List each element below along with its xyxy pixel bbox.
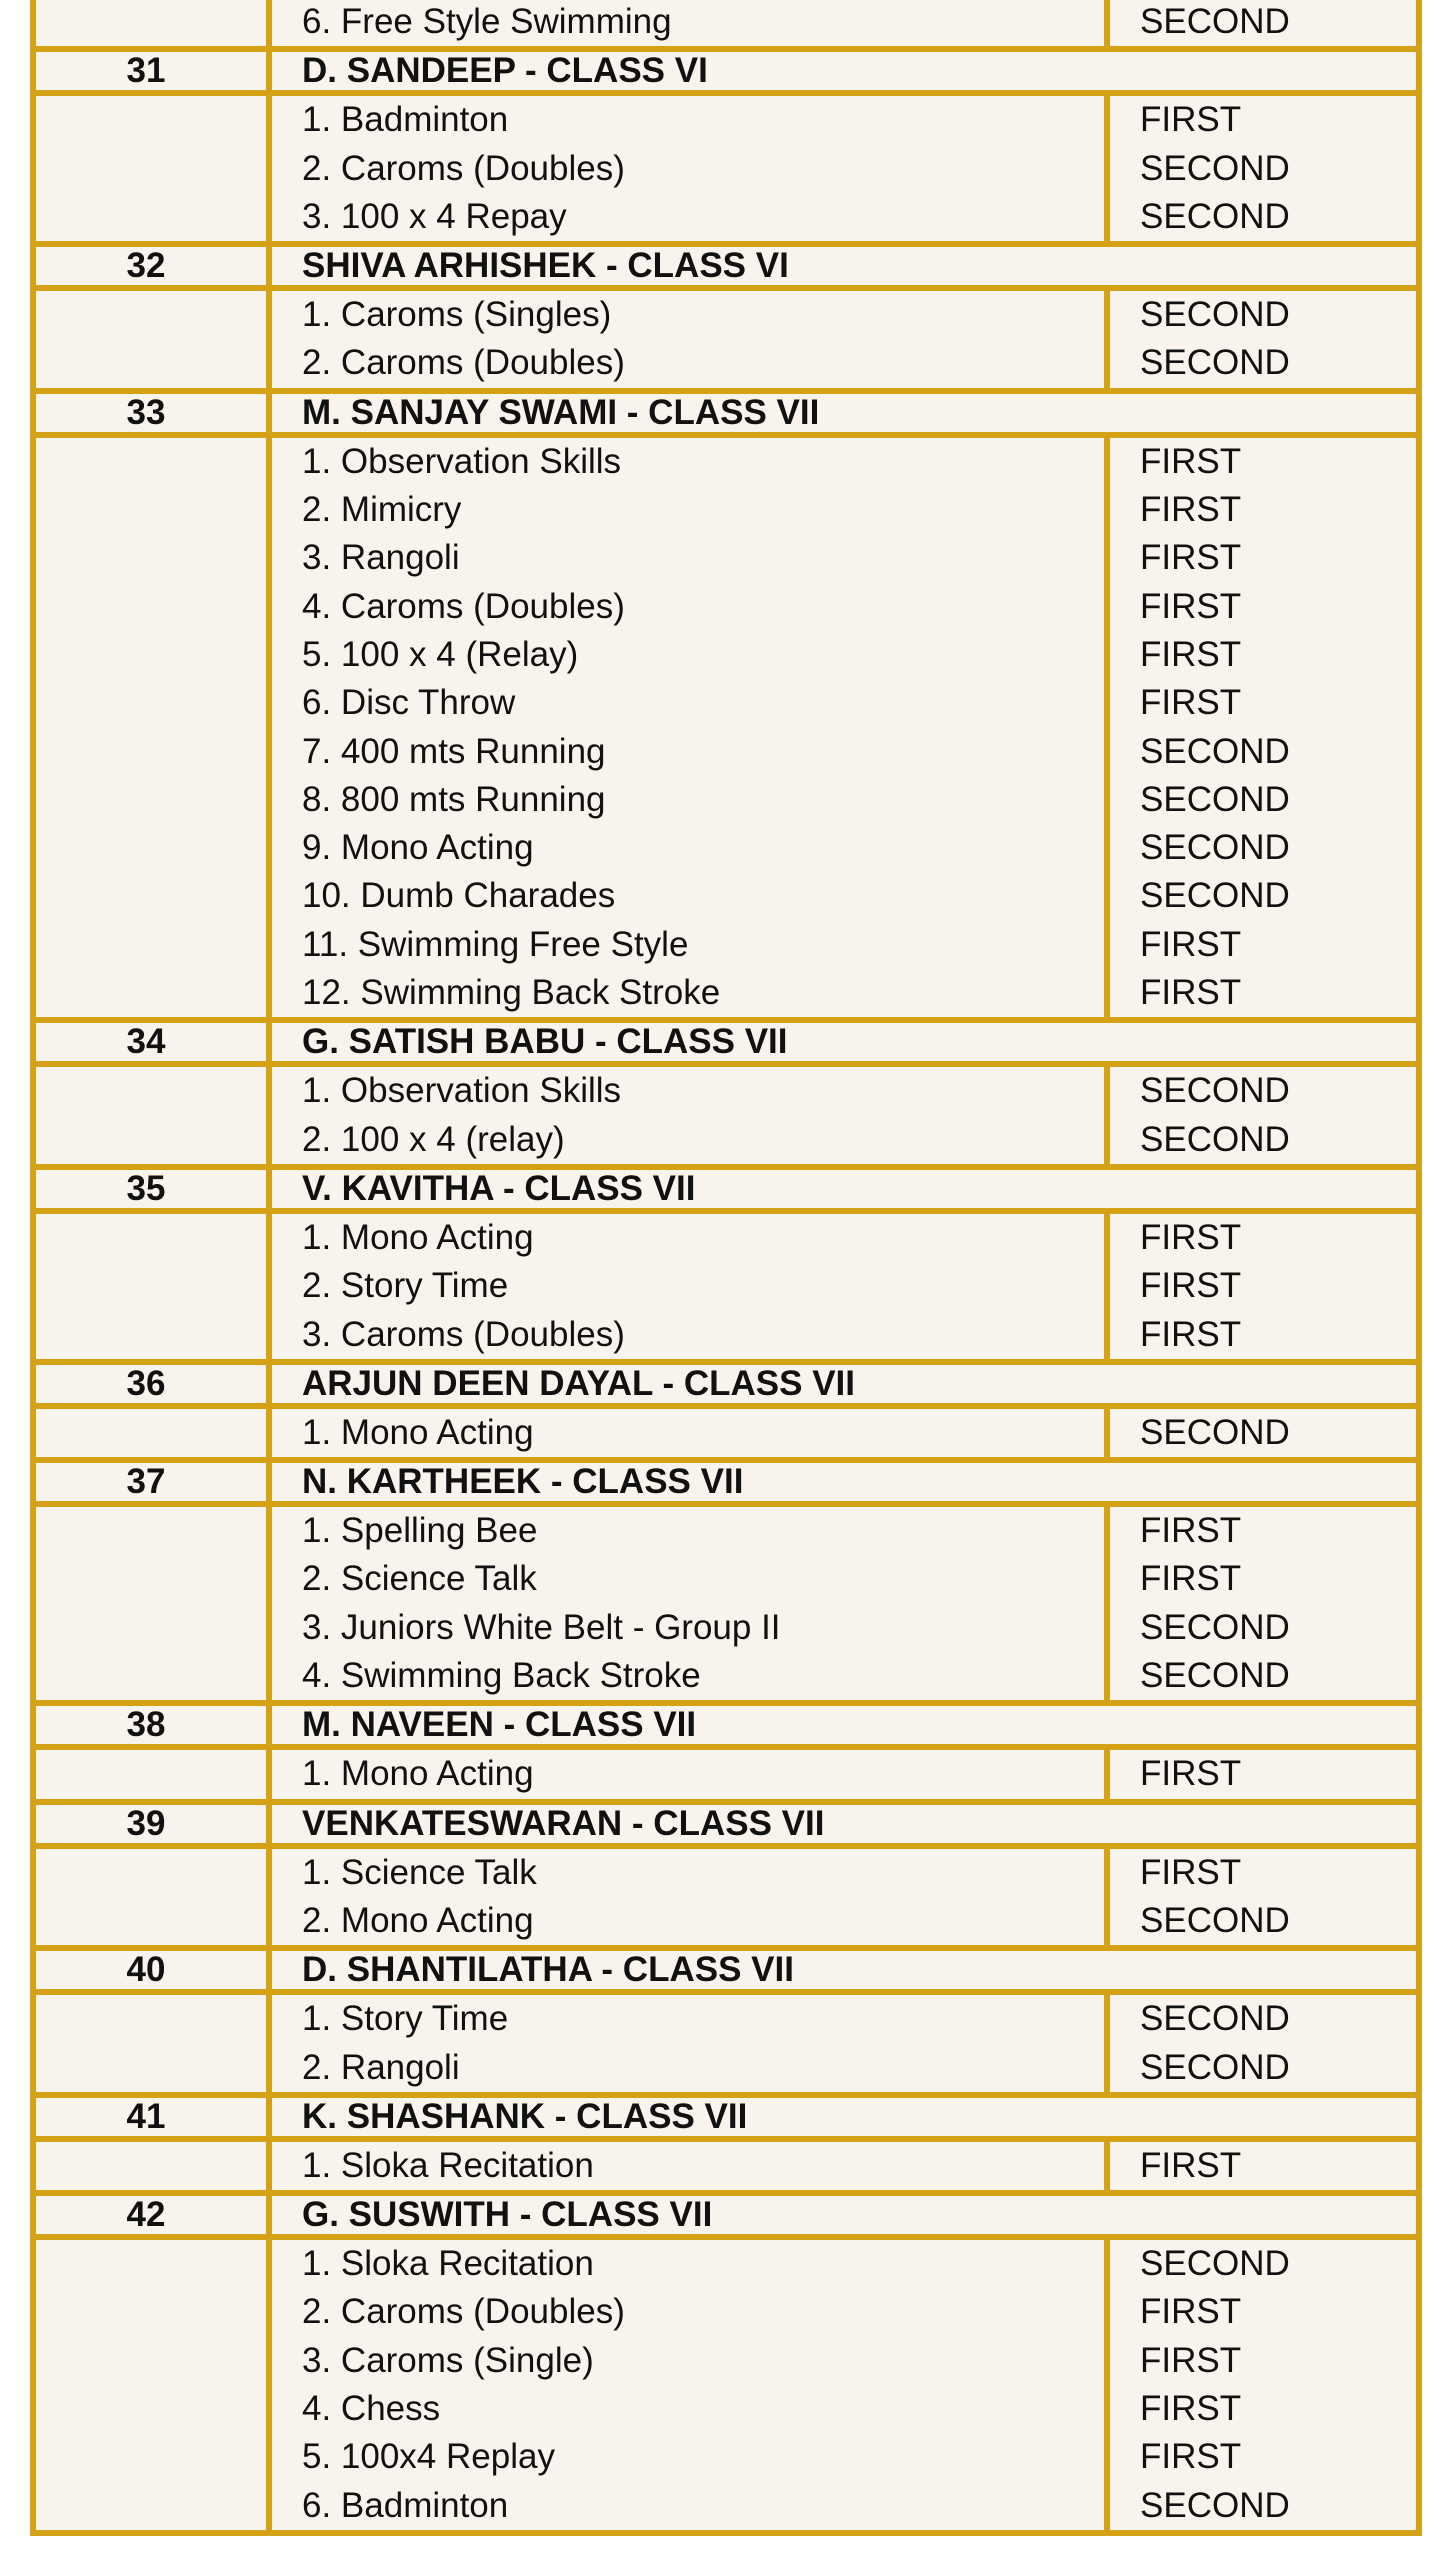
blank-number-cell [33, 1747, 269, 1801]
event-text: 1. Observation Skills [302, 441, 622, 481]
results-table-body [33, 0, 1419, 2533]
event-text: 1. Sloka Recitation [302, 2244, 594, 2284]
event-text: 1. Badminton [302, 100, 509, 140]
blank-number-cell [33, 1211, 269, 1362]
student-number: 33 [33, 391, 269, 435]
place-text: FIRST [1140, 538, 1242, 578]
blank-number-cell [33, 1504, 269, 1703]
place-text: FIRST [1140, 490, 1242, 530]
student-events-row [33, 2139, 1419, 2193]
place-text: SECOND [1140, 2, 1290, 41]
places-cell [1107, 1211, 1419, 1362]
blank-number-cell [33, 93, 269, 244]
student-number: 32 [33, 244, 269, 288]
blank-number-cell [33, 288, 269, 391]
student-header-row [33, 1460, 1419, 1504]
place-text: FIRST [1140, 683, 1242, 723]
student-number: 31 [33, 49, 269, 93]
student-header-row [33, 1802, 1419, 1846]
place-text: FIRST [1140, 2340, 1242, 2380]
places-cell [1107, 0, 1419, 49]
event-text: 2. Mimicry [302, 490, 462, 530]
place-text: SECOND [1140, 731, 1290, 771]
place-text: SECOND [1140, 2244, 1290, 2284]
student-header-row [33, 1362, 1419, 1406]
place-text: FIRST [1140, 1314, 1242, 1354]
place-text: SECOND [1140, 876, 1290, 916]
event-text: 6. Badminton [302, 2485, 509, 2525]
event-text: 3. Juniors White Belt - Group II [302, 1607, 781, 1647]
places-cell [1107, 288, 1419, 391]
place-text: SECOND [1140, 148, 1290, 188]
place-text: SECOND [1140, 1999, 1290, 2039]
place-text: SECOND [1140, 1412, 1290, 1452]
place-text: FIRST [1140, 2388, 1242, 2428]
event-text: 1. Caroms (Singles) [302, 295, 612, 335]
student-name: SHIVA ARHISHEK - CLASS VI [269, 244, 1419, 288]
places-cell [1107, 1846, 1419, 1949]
student-name: D. SANDEEP - CLASS VI [269, 49, 1419, 93]
place-text: SECOND [1140, 1900, 1290, 1940]
event-text: 2. Story Time [302, 1266, 509, 1306]
place-text: SECOND [1140, 1656, 1290, 1696]
events-cell [269, 1064, 1107, 1167]
events-cell [269, 93, 1107, 244]
events-cell [269, 1504, 1107, 1703]
student-header-row [33, 244, 1419, 288]
place-text: FIRST [1140, 973, 1242, 1013]
place-text: SECOND [1140, 1607, 1290, 1647]
place-text: FIRST [1140, 586, 1242, 626]
place-text: SECOND [1140, 2047, 1290, 2087]
place-text: FIRST [1140, 441, 1242, 481]
student-name: N. KARTHEEK - CLASS VII [269, 1460, 1419, 1504]
event-text: 2. Rangoli [302, 2047, 460, 2087]
events-cell [269, 1747, 1107, 1801]
places-cell [1107, 1406, 1419, 1460]
place-text: FIRST [1140, 924, 1242, 964]
blank-number-cell [33, 1406, 269, 1460]
event-text: 1. Observation Skills [302, 1071, 622, 1111]
place-text: SECOND [1140, 196, 1290, 236]
student-number: 38 [33, 1703, 269, 1747]
blank-number-cell [33, 435, 269, 1021]
event-text: 2. Caroms (Doubles) [302, 2292, 625, 2332]
blank-number-cell [33, 1992, 269, 2095]
student-name: G. SATISH BABU - CLASS VII [269, 1020, 1419, 1064]
student-number: 36 [33, 1362, 269, 1406]
student-name: VENKATESWARAN - CLASS VII [269, 1802, 1419, 1846]
student-name: K. SHASHANK - CLASS VII [269, 2095, 1419, 2139]
place-text: FIRST [1140, 1511, 1242, 1551]
student-events-row [33, 1406, 1419, 1460]
student-number: 41 [33, 2095, 269, 2139]
place-text: SECOND [1140, 1071, 1290, 1111]
place-text: SECOND [1140, 2485, 1290, 2525]
events-cell [269, 288, 1107, 391]
event-text: 3. Caroms (Single) [302, 2340, 594, 2380]
events-cell [269, 2139, 1107, 2193]
places-cell [1107, 1504, 1419, 1703]
event-text: 1. Story Time [302, 1999, 509, 2039]
student-name: M. SANJAY SWAMI - CLASS VII [269, 391, 1419, 435]
student-header-row [33, 1703, 1419, 1747]
student-header-row [33, 1020, 1419, 1064]
event-text: 2. Mono Acting [302, 1900, 534, 1940]
student-events-row [33, 1846, 1419, 1949]
blank-number-cell [33, 2237, 269, 2533]
place-text: SECOND [1140, 1119, 1290, 1159]
event-text: 1. Mono Acting [302, 1754, 534, 1794]
place-text: FIRST [1140, 100, 1242, 140]
blank-number-cell [33, 2139, 269, 2193]
place-text: FIRST [1140, 2292, 1242, 2332]
place-text: FIRST [1140, 2145, 1242, 2185]
student-name: G. SUSWITH - CLASS VII [269, 2193, 1419, 2237]
blank-number-cell [33, 1846, 269, 1949]
event-text: 4. Swimming Back Stroke [302, 1656, 701, 1696]
event-text: 11. Swimming Free Style [302, 924, 689, 964]
place-text: FIRST [1140, 634, 1242, 674]
results-document [30, 0, 1416, 2536]
event-text: 1. Mono Acting [302, 1217, 534, 1257]
place-text: FIRST [1140, 1266, 1242, 1306]
student-events-row [33, 1064, 1419, 1167]
blank-number-cell [33, 0, 269, 49]
student-header-row [33, 1167, 1419, 1211]
events-cell [269, 0, 1107, 49]
student-header-row [33, 391, 1419, 435]
place-text: SECOND [1140, 779, 1290, 819]
event-text: 9. Mono Acting [302, 828, 534, 868]
student-header-row [33, 49, 1419, 93]
event-text: 8. 800 mts Running [302, 779, 606, 819]
student-header-row [33, 1948, 1419, 1992]
student-name: M. NAVEEN - CLASS VII [269, 1703, 1419, 1747]
student-header-row [33, 2095, 1419, 2139]
places-cell [1107, 93, 1419, 244]
place-text: SECOND [1140, 295, 1290, 335]
event-text: 5. 100 x 4 (Relay) [302, 634, 579, 674]
events-cell [269, 1211, 1107, 1362]
event-text: 3. Rangoli [302, 538, 460, 578]
places-cell [1107, 1064, 1419, 1167]
event-text: 1. Science Talk [302, 1852, 537, 1892]
event-text: 2. Caroms (Doubles) [302, 343, 625, 383]
event-text: 7. 400 mts Running [302, 731, 606, 771]
event-text: 4. Caroms (Doubles) [302, 586, 625, 626]
event-text: 6. Disc Throw [302, 683, 516, 723]
student-name: ARJUN DEEN DAYAL - CLASS VII [269, 1362, 1419, 1406]
student-name: V. KAVITHA - CLASS VII [269, 1167, 1419, 1211]
events-cell [269, 435, 1107, 1021]
event-text: 3. 100 x 4 Repay [302, 196, 567, 236]
blank-number-cell [33, 1064, 269, 1167]
student-events-row [33, 1211, 1419, 1362]
student-number: 34 [33, 1020, 269, 1064]
events-cell [269, 1846, 1107, 1949]
continued-events-row [33, 0, 1419, 49]
event-text: 1. Sloka Recitation [302, 2145, 594, 2185]
student-events-row [33, 1992, 1419, 2095]
event-text: 2. 100 x 4 (relay) [302, 1119, 565, 1159]
place-text: FIRST [1140, 2437, 1242, 2477]
places-cell [1107, 2237, 1419, 2533]
student-number: 42 [33, 2193, 269, 2237]
student-events-row [33, 1504, 1419, 1703]
student-number: 35 [33, 1167, 269, 1211]
place-text: FIRST [1140, 1217, 1242, 1257]
student-events-row [33, 2237, 1419, 2533]
place-text: FIRST [1140, 1754, 1242, 1794]
event-text: 6. Free Style Swimming [302, 2, 672, 41]
event-text: 1. Mono Acting [302, 1412, 534, 1452]
events-cell [269, 2237, 1107, 2533]
student-header-row [33, 2193, 1419, 2237]
event-text: 12. Swimming Back Stroke [302, 973, 721, 1013]
event-text: 5. 100x4 Replay [302, 2437, 555, 2477]
places-cell [1107, 1992, 1419, 2095]
places-cell [1107, 2139, 1419, 2193]
event-text: 3. Caroms (Doubles) [302, 1314, 625, 1354]
student-events-row [33, 93, 1419, 244]
event-text: 10. Dumb Charades [302, 876, 616, 916]
events-cell [269, 1406, 1107, 1460]
student-events-row [33, 288, 1419, 391]
event-text: 2. Science Talk [302, 1559, 537, 1599]
places-cell [1107, 435, 1419, 1021]
student-events-row [33, 1747, 1419, 1801]
event-text: 1. Spelling Bee [302, 1511, 538, 1551]
events-cell [269, 1992, 1107, 2095]
places-cell [1107, 1747, 1419, 1801]
student-events-row [33, 435, 1419, 1021]
place-text: FIRST [1140, 1559, 1242, 1599]
student-number: 37 [33, 1460, 269, 1504]
event-text: 4. Chess [302, 2388, 441, 2428]
student-number: 39 [33, 1802, 269, 1846]
results-table [30, 0, 1422, 2536]
place-text: SECOND [1140, 828, 1290, 868]
place-text: SECOND [1140, 343, 1290, 383]
place-text: FIRST [1140, 1852, 1242, 1892]
student-name: D. SHANTILATHA - CLASS VII [269, 1948, 1419, 1992]
event-text: 2. Caroms (Doubles) [302, 148, 625, 188]
student-number: 40 [33, 1948, 269, 1992]
